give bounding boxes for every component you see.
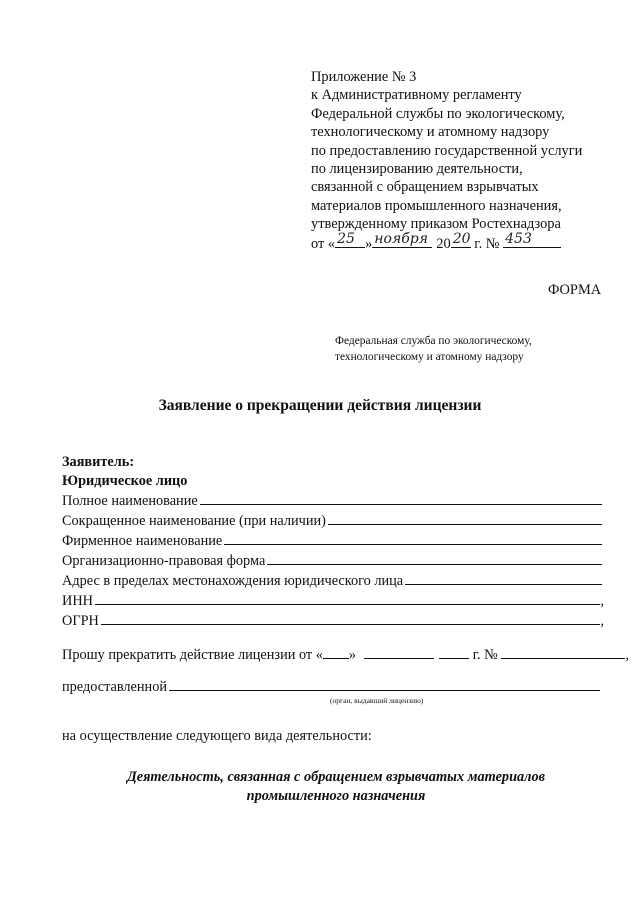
activity-line: промышленного назначения: [246, 788, 426, 804]
ogrn-comma: ,: [600, 613, 604, 629]
form-label: ФОРМА: [548, 282, 602, 298]
inn-field[interactable]: [62, 592, 604, 610]
legal-form-field[interactable]: [62, 552, 602, 570]
legal-form-line[interactable]: [267, 552, 602, 565]
request-number-blank[interactable]: [501, 646, 625, 659]
ogrn-line[interactable]: [101, 612, 601, 625]
order-year-prefix: 20: [436, 235, 451, 252]
activity-line: Деятельность, связанная с обращением взрывчатых материалов: [126, 769, 546, 785]
order-number-field: [503, 231, 561, 248]
address-field[interactable]: [62, 572, 602, 590]
order-day: 25: [337, 231, 355, 248]
full-name-field[interactable]: [62, 492, 602, 510]
inn-comma: ,: [600, 593, 604, 609]
ogrn-label: ОГРН: [62, 613, 99, 629]
request-comma: ,: [625, 647, 629, 663]
provided-field[interactable]: [62, 678, 600, 696]
provided-caption: (орган, выдавший лицензию): [330, 696, 424, 705]
document-title: Заявление о прекращении действия лицензии: [158, 397, 482, 414]
order-prefix: от «: [311, 235, 336, 252]
appendix-line: по лицензированию деятельности,: [311, 161, 523, 178]
short-name-line[interactable]: [328, 512, 602, 525]
appendix-line: связанной с обращением взрывчатых: [311, 179, 539, 196]
provided-label: предоставленной: [62, 679, 167, 695]
order-date-line: [311, 231, 582, 253]
legal-form-label: Организационно-правовая форма: [62, 553, 266, 569]
brand-name-label: Фирменное наименование: [62, 533, 223, 549]
request-year-label: г. №: [472, 647, 498, 663]
appendix-line: Приложение № 3: [311, 69, 417, 85]
brand-name-line[interactable]: [224, 532, 602, 545]
full-name-line[interactable]: [200, 492, 602, 505]
purpose-text: на осуществление следующего вида деятельности:: [62, 728, 372, 744]
address-line[interactable]: [405, 572, 602, 585]
order-quote-close: »: [365, 235, 373, 252]
inn-label: ИНН: [62, 593, 93, 609]
order-month-field: [372, 231, 432, 248]
applicant-heading: Заявитель:: [62, 454, 135, 470]
order-day-field: [335, 231, 365, 248]
request-year-blank[interactable]: [439, 646, 469, 659]
full-name-label: Полное наименование: [62, 493, 198, 509]
order-year-suffix: 20: [452, 231, 471, 248]
order-number: 453: [505, 231, 532, 248]
applicant-type: Юридическое лицо: [62, 473, 188, 489]
order-year-field: [451, 231, 471, 248]
address-label: Адрес в пределах местонахождения юридического лица: [62, 573, 404, 589]
appendix-line: материалов промышленного назначения,: [311, 197, 562, 214]
appendix-line: утвержденному приказом Ростехнадзора: [311, 216, 561, 233]
order-number-label: г. №: [474, 235, 500, 252]
agency-line: технологическому и атомному надзору: [335, 351, 524, 363]
ogrn-field[interactable]: [62, 612, 604, 630]
request-month-blank[interactable]: [364, 646, 434, 659]
request-text: Прошу прекратить действие лицензии от «: [62, 647, 323, 663]
request-line: [62, 646, 629, 664]
brand-name-field[interactable]: [62, 532, 602, 550]
agency-line: Федеральная служба по экологическому,: [335, 335, 532, 347]
request-quote-close: »: [348, 647, 357, 663]
appendix-line: Федеральной службы по экологическому,: [311, 105, 565, 122]
short-name-label: Сокращенное наименование (при наличии): [62, 513, 326, 529]
appendix-line: технологическому и атомному надзору: [311, 124, 550, 141]
appendix-line: к Административному регламенту: [311, 87, 522, 104]
request-day-blank[interactable]: [323, 646, 349, 659]
order-month: ноября: [374, 231, 428, 248]
appendix-block: [311, 68, 582, 253]
agency-block: [335, 333, 532, 365]
appendix-line: по предоставлению государственной услуги: [311, 142, 583, 159]
inn-line[interactable]: [95, 592, 600, 605]
activity-block: [0, 768, 640, 806]
short-name-field[interactable]: [62, 512, 602, 530]
provided-line[interactable]: [169, 678, 600, 691]
